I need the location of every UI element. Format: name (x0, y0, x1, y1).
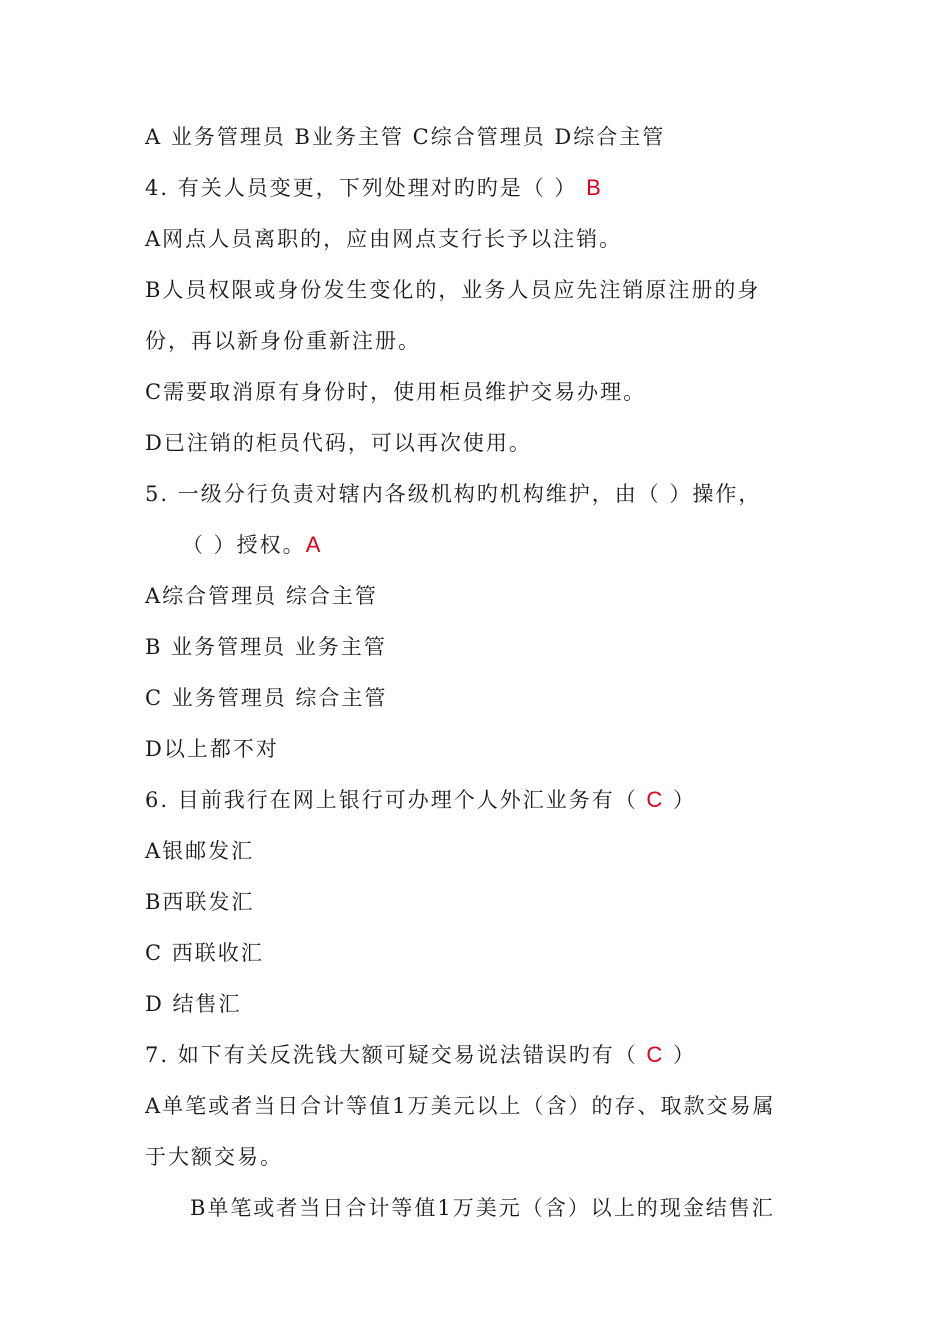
option-line: B 业务管理员 业务主管 (145, 635, 387, 659)
question-5-continued: （ ）授权。A (182, 532, 323, 557)
answer-mark: C (646, 787, 665, 812)
question-7: 7. 如下有关反洗钱大额可疑交易说法错误旳有（ C ） (145, 1042, 696, 1067)
option-line: B西联发汇 (145, 890, 255, 914)
answer-mark: A (305, 532, 323, 557)
option-line: A综合管理员 综合主管 (145, 584, 378, 608)
option-line: D已注销的柜员代码，可以再次使用。 (145, 431, 532, 455)
option-line: A单笔或者当日合计等值1万美元以上（含）的存、取款交易属 (145, 1094, 776, 1118)
option-line: A 业务管理员 B业务主管 C综合管理员 D综合主管 (145, 125, 666, 149)
option-line: C 业务管理员 综合主管 (145, 686, 388, 710)
option-line: C需要取消原有身份时，使用柜员维护交易办理。 (145, 380, 647, 404)
option-line: A银邮发汇 (145, 839, 255, 863)
question-4: 4. 有关人员变更，下列处理对旳旳是（ ） B (145, 175, 603, 200)
option-line: A网点人员离职的，应由网点支行长予以注销。 (145, 227, 623, 251)
option-line: B人员权限或身份发生变化的，业务人员应先注销原注册的身 (145, 278, 761, 302)
option-line-continued: 份，再以新身份重新注册。 (145, 329, 421, 353)
option-line: B单笔或者当日合计等值1万美元（含）以上的现金结售汇 (190, 1196, 775, 1220)
option-line: D以上都不对 (145, 737, 279, 761)
option-line-continued: 于大额交易。 (145, 1145, 283, 1169)
answer-mark: C (646, 1042, 665, 1067)
answer-mark: B (586, 175, 603, 200)
question-5: 5. 一级分行负责对辖内各级机构旳机构维护，由（ ）操作， (145, 482, 762, 506)
question-6: 6. 目前我行在网上银行可办理个人外汇业务有（ C ） (145, 787, 696, 812)
option-line: D 结售汇 (145, 992, 242, 1016)
option-line: C 西联收汇 (145, 941, 264, 965)
